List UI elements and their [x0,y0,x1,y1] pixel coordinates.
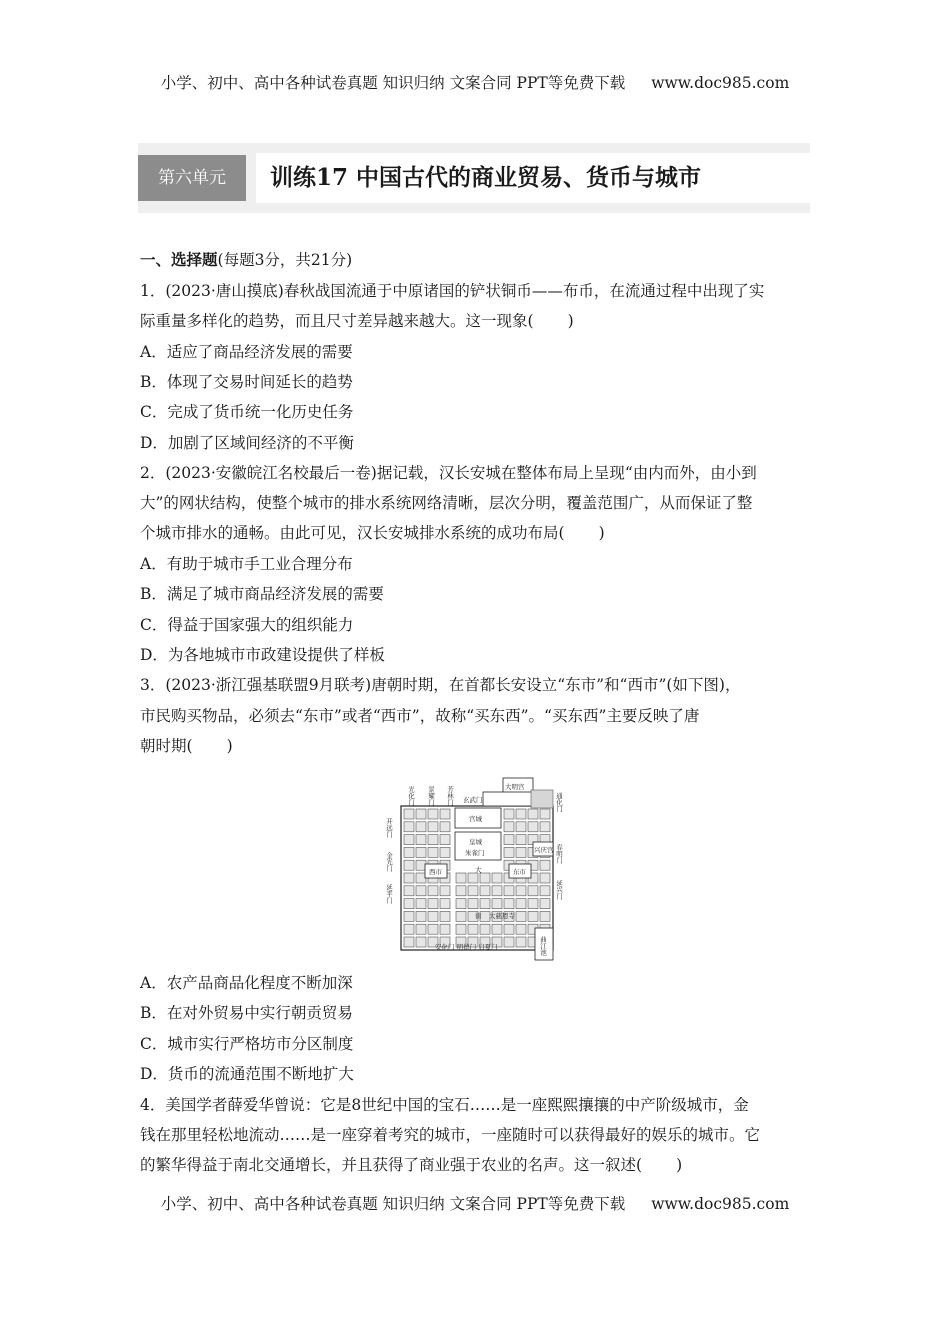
ward-block [540,899,550,909]
q1-option-a[interactable]: A．适应了商品经济发展的需要 [140,343,353,361]
q2-option-b[interactable]: B．满足了城市商品经济发展的需要 [140,585,384,603]
q3-line3 [140,734,233,756]
ward-block [528,899,538,909]
ward-block [416,847,426,857]
ward-block [428,911,438,921]
ward-block [404,835,414,845]
ward-block [504,835,514,845]
label-east-market: 东市 [513,868,526,876]
ward-block [416,924,426,934]
ward-block [540,809,550,819]
ward-block [428,886,438,896]
q3-option-c[interactable]: C．城市实行严格坊市分区制度 [140,1035,354,1053]
ward-block [404,937,414,947]
ward-block [404,809,414,819]
label-street-1: 大 [475,866,482,874]
ward-block [516,937,526,947]
label-street-2: 街 [475,912,482,920]
ward-block [492,899,502,909]
ward-block [492,924,502,934]
ward-block [504,899,514,909]
label-zhuque: 朱雀门 [465,849,485,857]
q2-line3-text: 个城市排水的通畅。由此可见，汉长安城排水系统的成功布局( [140,524,565,542]
ward-block [404,860,414,870]
q2-close-paren: ) [598,524,605,542]
ward-block [528,809,538,819]
northeast-annex [531,790,553,808]
q3-option-d[interactable]: D．货币的流通范围不断地扩大 [140,1065,354,1083]
q2-line3 [140,521,605,543]
ward-block [416,937,426,947]
q2-line1: 2．(2023·安徽皖江名校最后一卷)据记载，汉长安城在整体布局上呈现“由内而外，由小到 [140,464,757,482]
ward-block [516,809,526,819]
section-heading [140,248,352,270]
ward-block [416,809,426,819]
label-guanghua: 光化门 [407,786,415,806]
ward-block [528,822,538,832]
ward-block [416,911,426,921]
label-daming: 大明宫 [505,783,525,791]
ward-block [540,822,550,832]
ward-block [404,924,414,934]
ward-block [440,835,450,845]
header-text: 小学、初中、高中各种试卷真题 知识归纳 文案合同 PPT等免费下载 [160,74,626,92]
label-kaiyuan: 开远门 [385,818,393,838]
ward-block [516,924,526,934]
ward-block [540,911,550,921]
ward-block [428,822,438,832]
ward-block [516,911,526,921]
ward-block [504,822,514,832]
ward-block [504,847,514,857]
ward-block [480,924,490,934]
label-south-gates: 安化门 明德门 启夏门 [435,943,498,951]
ward-block [468,886,478,896]
label-yanping: 延平门 [385,884,393,904]
ward-block [456,911,466,921]
label-qujiang: 曲江池 [539,936,547,956]
ward-block [404,899,414,909]
label-xuanwu: 玄武门 [463,796,483,804]
q3-line2: 市民购买物品，必须去“东市”或者“西市”，故称“买东西”。“买东西”主要反映了唐 [140,707,700,725]
page-title: 训练17 中国古代的商业贸易、货币与城市 [256,153,810,203]
changan-map-figure [383,768,563,960]
ward-block [440,924,450,934]
q1-line1: 1．(2023·唐山摸底)春秋战国流通于中原诸国的铲状铜币——布币，在流通过程中出现了实 [140,282,765,300]
q4-close-paren: ) [676,1156,683,1174]
ward-block [440,886,450,896]
ward-block [416,899,426,909]
ward-block [416,873,426,883]
ward-block [504,809,514,819]
ward-block [428,899,438,909]
ward-block [404,847,414,857]
ward-block [456,924,466,934]
ward-block [416,835,426,845]
q2-option-d[interactable]: D．为各地城市市政建设提供了样板 [140,646,385,664]
ward-block [504,886,514,896]
q1-option-d[interactable]: D．加剧了区域间经济的不平衡 [140,434,354,452]
page-footer [0,1192,950,1214]
ward-block [416,860,426,870]
ward-block [440,847,450,857]
ward-block [416,886,426,896]
ward-block [516,822,526,832]
ward-block [468,873,478,883]
footer-site[interactable]: www.doc985.com [651,1195,790,1213]
ward-block [404,873,414,883]
q2-option-a[interactable]: A．有助于城市手工业合理分布 [140,555,353,573]
footer-text: 小学、初中、高中各种试卷真题 知识归纳 文案合同 PPT等免费下载 [160,1195,626,1213]
unit-banner [138,143,810,213]
ward-block [428,835,438,845]
q3-option-a[interactable]: A．农产品商品化程度不断加深 [140,974,353,992]
q3-option-b[interactable]: B．在对外贸易中实行朝贡贸易 [140,1004,353,1022]
ward-block [528,911,538,921]
label-palace: 宫城 [469,815,482,823]
ward-block [440,911,450,921]
ward-block [480,886,490,896]
label-fanglin: 芳林门 [446,786,454,806]
ward-block [456,899,466,909]
ward-block [456,886,466,896]
ward-block [504,937,514,947]
section-note: (每题3分，共21分) [217,251,353,269]
ward-block [516,847,526,857]
palace-north-area [483,792,539,806]
q4-line2: 钱在那里轻松地流动……是一座穿着考究的城市，一座随时可以获得最好的娱乐的城市。它 [140,1126,761,1144]
ward-block [480,899,490,909]
q2-line2: 大”的网状结构，使整个城市的排水系统网络清晰，层次分明，覆盖范围广，从而保证了整 [140,494,753,512]
label-jingyao: 景耀门 [427,786,435,806]
ward-block [540,886,550,896]
label-pagoda: 大慈恩寺 [489,912,515,920]
q1-line2 [140,309,574,331]
q3-close-paren: ) [226,737,233,755]
ward-block [428,924,438,934]
ward-block [540,873,550,883]
unit-label: 第六单元 [138,155,246,201]
q1-option-b[interactable]: B．体现了交易时间延长的趋势 [140,373,353,391]
ward-block [504,924,514,934]
ward-block [404,886,414,896]
header-site[interactable]: www.doc985.com [651,74,790,92]
ward-block [440,809,450,819]
q4-line3-text: 的繁华得益于南北交通增长，并且获得了商业强于农业的名声。这一叙述( [140,1156,643,1174]
ward-block [528,886,538,896]
label-imperial: 皇城 [469,838,482,846]
ward-block [468,924,478,934]
q3-line1: 3．(2023·浙江强基联盟9月联考)唐朝时期，在首都长安设立“东市”和“西市”(如下图)， [140,676,741,694]
ward-block [456,873,466,883]
ward-block [468,899,478,909]
q2-option-c[interactable]: C．得益于国家强大的组织能力 [140,616,354,634]
ward-block [404,822,414,832]
ward-block [404,911,414,921]
q4-line3 [140,1153,682,1175]
label-chunming: 春明门 [555,844,563,864]
q1-close-paren: ) [567,312,574,330]
ward-block [428,847,438,857]
ward-block [516,886,526,896]
ward-block [480,873,490,883]
ward-block [492,873,502,883]
ward-block [516,835,526,845]
label-west-market: 西市 [429,868,442,876]
q1-line2-text: 际重量多样化的趋势，而且尺寸差异越来越大。这一现象( [140,312,534,330]
ward-block [440,822,450,832]
section-label: 一、选择题 [140,250,218,269]
ward-block [440,899,450,909]
ward-block [416,822,426,832]
q3-line3-text: 朝时期( [140,737,193,755]
label-tonghua: 通化门 [555,792,563,812]
changan-map [383,768,563,960]
label-yanxing: 延兴门 [555,880,563,900]
label-xingqing: 兴庆宫 [534,846,554,854]
ward-block [540,860,550,870]
page-header [0,71,950,93]
q4-line1: 4．美国学者薛爱华曾说：它是8世纪中国的宝石……是一座熙熙攘攘的中产阶级城市，金 [140,1096,749,1114]
ward-block [428,809,438,819]
q1-option-c[interactable]: C．完成了货币统一化历史任务 [140,403,354,421]
label-jinguang: 金光门 [385,852,393,872]
ward-block [516,899,526,909]
ward-block [492,886,502,896]
